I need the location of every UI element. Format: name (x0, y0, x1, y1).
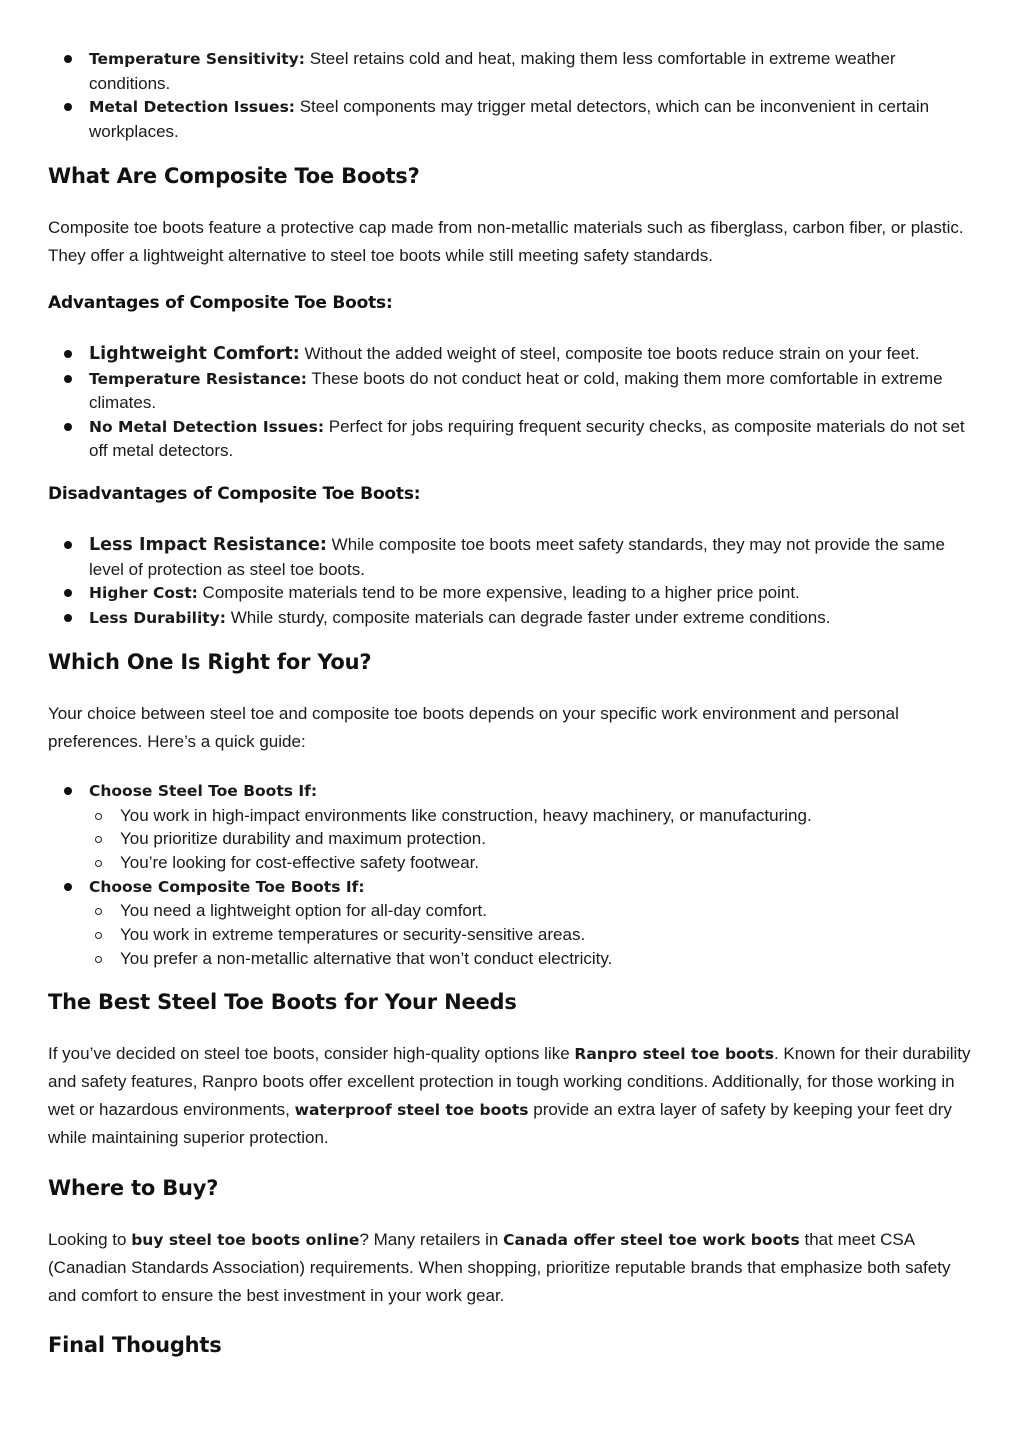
list-item-term: Less Impact Resistance: (89, 535, 327, 555)
list-item (48, 875, 978, 971)
list-item-text: Without the added weight of steel, composite toe boots reduce strain on your feet. (299, 344, 920, 363)
section-heading-buy: Where to Buy? (48, 1176, 219, 1200)
composite-reasons-list (89, 899, 978, 970)
sub-list-item: You prefer a non-metallic alternative that won’t conduct electricity. (48, 947, 978, 971)
steel-reasons-list (89, 804, 978, 875)
buy-online-text: buy steel toe boots online (131, 1231, 360, 1249)
disadvantages-list (48, 533, 978, 630)
list-item (48, 533, 978, 581)
section-heading-composite: What Are Composite Toe Boots? (48, 164, 420, 188)
list-item (48, 606, 978, 631)
list-item (48, 47, 978, 95)
guide-label-steel: Choose Steel Toe Boots If: (89, 782, 318, 800)
guide-list (48, 779, 978, 970)
list-item (48, 367, 978, 415)
sub-list-item: You prioritize durability and maximum protection. (48, 827, 978, 851)
waterproof-link-text: waterproof steel toe boots (294, 1101, 529, 1119)
buy-paragraph: Looking to buy steel toe boots online? Many retailers in Canada offer steel toe work boots that meet CSA (Canadian Standards Association) requirements. When shopping, prioritize reputable brands that emphasize both safety and comfort to ensure the best investment in your work gear. (48, 1230, 951, 1305)
sub-list-item: You work in extreme temperatures or security-sensitive areas. (48, 923, 978, 947)
subheading-advantages: Advantages of Composite Toe Boots: (48, 293, 393, 313)
list-item-text: Composite materials tend to be more expensive, leading to a higher price point. (197, 583, 800, 602)
list-item-term: Higher Cost: (89, 584, 198, 602)
canada-boots-text: Canada offer steel toe work boots (503, 1231, 800, 1249)
composite-intro: Composite toe boots feature a protective cap made from non-metallic materials such as fiberglass, carbon fiber, or plastic. They offer a lightweight alternative to steel toe boots while still meeting safety standards. (48, 218, 964, 265)
which-intro: Your choice between steel toe and composite toe boots depends on your specific work environment and personal preferences. Here’s a quick guide: (48, 704, 899, 751)
list-item-term: No Metal Detection Issues: (89, 417, 325, 436)
steel-disadvantages-list (48, 47, 978, 143)
advantages-list (48, 342, 978, 463)
list-item-text: While composite toe boots meet safety standards, they may not provide the same level of protection as steel toe boots. (89, 535, 945, 579)
list-item-text: These boots do not conduct heat or cold, making them more comfortable in extreme climates. (89, 368, 943, 412)
section-heading-best: The Best Steel Toe Boots for Your Needs (48, 990, 517, 1014)
sub-list-item: You need a lightweight option for all-day comfort. (48, 899, 978, 923)
list-item-term: Less Durability: (89, 608, 226, 627)
list-item-text: Steel components may trigger metal detectors, which can be inconvenient in certain workplaces. (89, 97, 930, 141)
list-item-term: Metal Detection Issues: (89, 98, 295, 116)
ranpro-link-text: Ranpro steel toe boots (574, 1045, 774, 1063)
subheading-disadvantages: Disadvantages of Composite Toe Boots: (48, 484, 421, 504)
list-item (48, 779, 978, 875)
list-item (48, 95, 978, 143)
list-item-term: Temperature Sensitivity: (89, 50, 305, 68)
list-item (48, 581, 978, 606)
best-paragraph: If you’ve decided on steel toe boots, consider high-quality options like Ranpro steel toe boots. Known for their durability and safety features, Ranpro boots offer excellent protection in tough working conditions. Additionally, for those working in wet or hazardous environments, waterproof steel toe boots provide an extra layer of safety by keeping your feet dry while maintaining superior protection. (48, 1044, 971, 1147)
list-item (48, 415, 978, 463)
list-item-text: Steel retains cold and heat, making them less comfortable in extreme weather conditions. (89, 49, 896, 93)
list-item (48, 342, 978, 367)
sub-list-item: You’re looking for cost-effective safety footwear. (48, 851, 978, 875)
section-heading-which: Which One Is Right for You? (48, 650, 372, 674)
list-item-text: Perfect for jobs requiring frequent security checks, as composite materials do not set off metal detectors. (89, 416, 965, 460)
section-heading-final: Final Thoughts (48, 1333, 222, 1357)
list-item-term: Temperature Resistance: (89, 369, 307, 388)
sub-list-item: You work in high-impact environments like construction, heavy machinery, or manufacturing. (48, 804, 978, 828)
list-item-text: While sturdy, composite materials can degrade faster under extreme conditions. (226, 607, 831, 627)
list-item-term: Lightweight Comfort: (89, 344, 300, 364)
guide-label-composite: Choose Composite Toe Boots If: (89, 877, 365, 896)
